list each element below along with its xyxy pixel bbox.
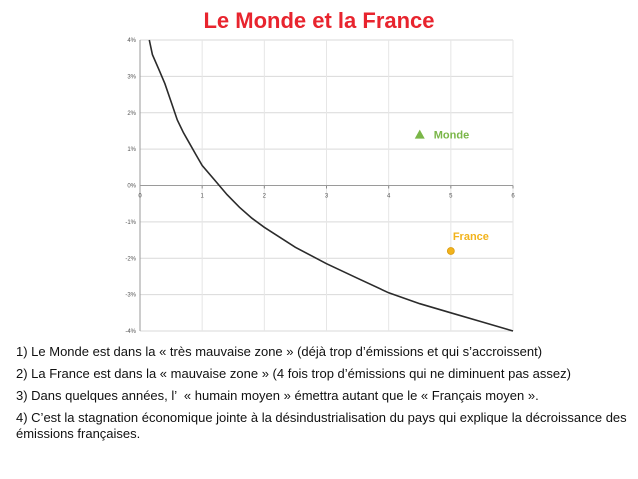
note-4: 4) C’est la stagnation économique jointe à la désindustrialisation du pays qui explique la décroissance des émissions françaises.	[16, 410, 631, 441]
point-monde-marker	[415, 130, 425, 139]
tick-labels	[125, 38, 515, 335]
x-tick-label: 0	[138, 193, 142, 200]
y-tick-label: 2%	[127, 110, 136, 117]
y-tick-label: 1%	[127, 147, 136, 154]
y-tick-label: -2%	[125, 256, 136, 263]
x-tick-label: 3	[324, 193, 329, 200]
x-tick-label: 5	[449, 193, 453, 200]
y-tick-label: -1%	[125, 219, 136, 226]
y-tick-label: -4%	[125, 329, 136, 335]
notes-list	[16, 344, 632, 448]
y-tick-label: 0%	[127, 183, 136, 190]
note-2: 2) La France est dans la « mauvaise zone » (4 fois trop d’émissions qui ne diminuent pas assez)	[16, 366, 571, 381]
point-monde-label: Monde	[433, 129, 470, 142]
chart-title: Le Monde et la France	[203, 8, 435, 33]
y-tick-label: 3%	[127, 74, 136, 81]
x-tick-label: 2	[262, 193, 267, 200]
note-1: 1) Le Monde est dans la « très mauvaise zone » (déjà trop d’émissions et qui s’accroissent)	[16, 344, 543, 359]
x-tick-label: 1	[200, 193, 204, 200]
y-tick-label: 4%	[127, 38, 136, 44]
data-points	[415, 130, 489, 255]
x-tick-label: 6	[511, 193, 515, 200]
note-3: 3) Dans quelques années, l’ « humain moyen » émettra autant que le « Français moyen ».	[16, 388, 539, 403]
x-tick-label: 4	[386, 193, 391, 200]
point-france-label: France	[452, 230, 489, 243]
point-france-marker	[447, 247, 454, 254]
y-tick-label: -3%	[125, 292, 136, 299]
